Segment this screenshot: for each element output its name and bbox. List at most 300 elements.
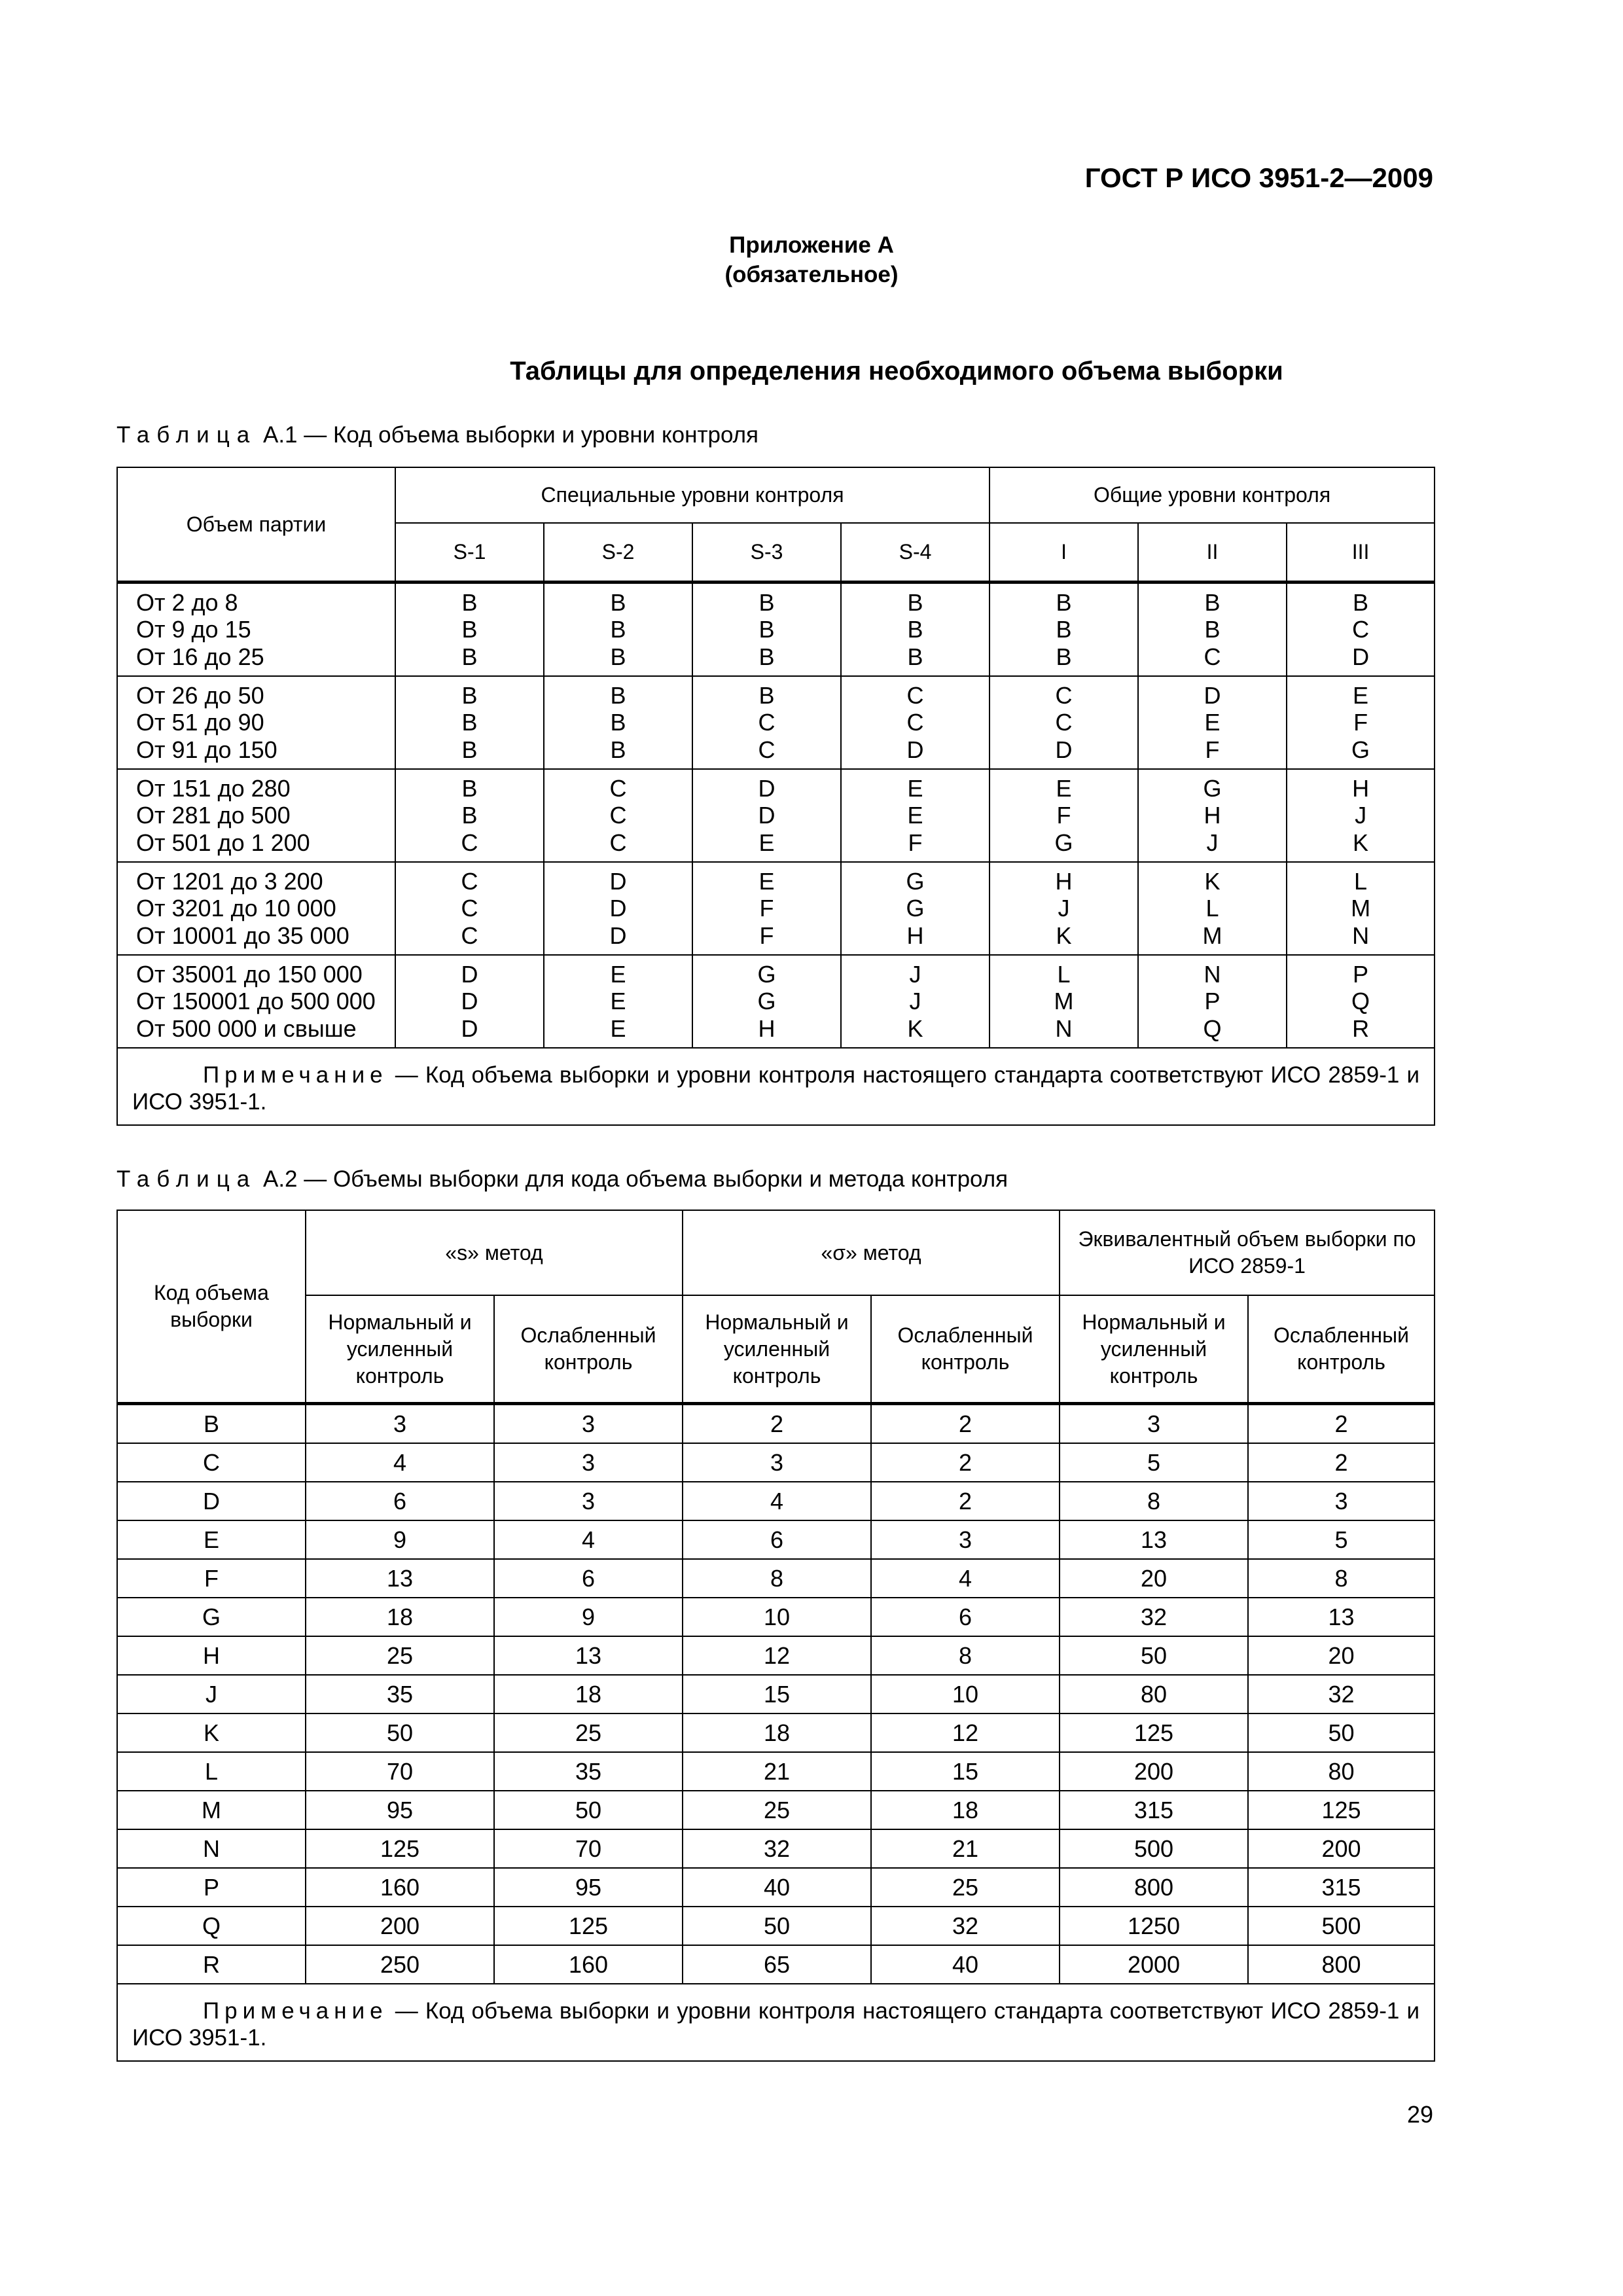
code-cell: M bbox=[117, 1791, 306, 1829]
sample-size-code: C bbox=[1204, 643, 1221, 670]
code-cell bbox=[544, 955, 692, 1048]
code-cell bbox=[692, 862, 841, 955]
sample-size-cell: 315 bbox=[1248, 1868, 1435, 1907]
sample-size-code: B bbox=[461, 802, 478, 829]
sample-size-cell: 18 bbox=[683, 1713, 871, 1752]
table-row bbox=[117, 1636, 1435, 1675]
sample-size-code: R bbox=[1352, 1014, 1370, 1042]
sample-size-code: G bbox=[757, 988, 776, 1015]
sample-size-cell: 50 bbox=[306, 1713, 494, 1752]
sample-size-code: F bbox=[1353, 709, 1368, 736]
sample-size-code: L bbox=[1354, 867, 1368, 895]
sample-size-cell: 6 bbox=[683, 1520, 871, 1559]
sample-size-cell: 32 bbox=[871, 1907, 1060, 1945]
sample-size-code: G bbox=[906, 867, 925, 895]
sample-size-code: N bbox=[1204, 960, 1221, 988]
code-cell bbox=[544, 769, 692, 862]
column-header-level: S-3 bbox=[692, 523, 841, 583]
table-row bbox=[117, 676, 1435, 769]
sample-size-code: F bbox=[759, 895, 774, 922]
subheader-normal: Нормальный и усиленный контроль bbox=[1060, 1295, 1248, 1404]
table-row bbox=[117, 1713, 1435, 1752]
sample-size-cell: 500 bbox=[1060, 1829, 1248, 1868]
section-heading: Таблицы для определения необходимого объема выборки bbox=[510, 357, 1283, 386]
table-sample-size-code bbox=[116, 467, 1435, 1126]
lot-size-range: От 501 до 1 200 bbox=[136, 829, 310, 856]
code-cell bbox=[990, 676, 1138, 769]
sample-size-code: J bbox=[909, 988, 921, 1015]
table-row bbox=[117, 1868, 1435, 1907]
sample-size-cell: 3 bbox=[1060, 1404, 1248, 1444]
sample-size-code: G bbox=[757, 960, 776, 988]
table-row bbox=[117, 1829, 1435, 1868]
sample-size-code: G bbox=[1054, 829, 1073, 856]
column-header-level: S-2 bbox=[544, 523, 692, 583]
lot-size-range: От 281 до 500 bbox=[136, 802, 291, 829]
sample-size-code: B bbox=[758, 681, 775, 709]
group-header-sigma-method: «σ» метод bbox=[683, 1210, 1060, 1295]
sample-size-cell: 125 bbox=[1060, 1713, 1248, 1752]
code-cell: B bbox=[117, 1404, 306, 1444]
table-row bbox=[117, 1520, 1435, 1559]
lot-size-range: От 9 до 15 bbox=[136, 616, 251, 643]
sample-size-cell: 4 bbox=[306, 1443, 494, 1482]
sample-size-code: C bbox=[609, 802, 627, 829]
sample-size-cell: 50 bbox=[683, 1907, 871, 1945]
sample-size-cell: 160 bbox=[306, 1868, 494, 1907]
sample-size-code: D bbox=[609, 867, 627, 895]
lot-size-cell bbox=[117, 955, 395, 1048]
table1-caption-text: А.1 — Код объема выборки и уровни контроля bbox=[262, 422, 759, 448]
sample-size-cell: 125 bbox=[306, 1829, 494, 1868]
sample-size-code: B bbox=[610, 709, 626, 736]
column-header-level: I bbox=[990, 523, 1138, 583]
lot-size-cell bbox=[117, 862, 395, 955]
sample-size-cell: 3 bbox=[306, 1404, 494, 1444]
sample-size-code: E bbox=[758, 829, 775, 856]
code-cell: H bbox=[117, 1636, 306, 1675]
sample-size-code: E bbox=[907, 802, 923, 829]
group-header-special-levels: Специальные уровни контроля bbox=[395, 467, 990, 523]
note-text: — Код объема выборки и уровни контроля настоящего стандарта соответствуют ИСО 2859-1 и ИСО 3951-1. bbox=[132, 1998, 1420, 2051]
sample-size-code: E bbox=[610, 1014, 626, 1042]
code-cell bbox=[692, 955, 841, 1048]
sample-size-cell: 18 bbox=[871, 1791, 1060, 1829]
code-cell bbox=[990, 862, 1138, 955]
sample-size-cell: 15 bbox=[871, 1752, 1060, 1791]
table2-caption bbox=[116, 1166, 1008, 1193]
lot-size-range: От 51 до 90 bbox=[136, 709, 264, 736]
code-cell bbox=[990, 583, 1138, 677]
sample-size-code: H bbox=[1204, 802, 1221, 829]
group-header-general-levels: Общие уровни контроля bbox=[990, 467, 1435, 523]
code-cell bbox=[1138, 676, 1287, 769]
code-cell bbox=[841, 862, 990, 955]
sample-size-cell: 50 bbox=[1248, 1713, 1435, 1752]
sample-size-cell: 200 bbox=[1248, 1829, 1435, 1868]
lot-size-cell bbox=[117, 676, 395, 769]
table-row bbox=[117, 862, 1435, 955]
sample-size-code: M bbox=[1202, 922, 1222, 949]
sample-size-code: Q bbox=[1203, 1014, 1222, 1042]
sample-size-cell: 35 bbox=[494, 1752, 683, 1791]
code-cell bbox=[395, 862, 544, 955]
sample-size-code: F bbox=[1056, 802, 1071, 829]
sample-size-code: K bbox=[1353, 829, 1369, 856]
sample-size-code: D bbox=[461, 960, 478, 988]
sample-size-code: M bbox=[1351, 895, 1371, 922]
code-cell bbox=[395, 769, 544, 862]
sample-size-cell: 15 bbox=[683, 1675, 871, 1713]
sample-size-code: B bbox=[461, 774, 478, 802]
sample-size-code: B bbox=[610, 616, 626, 643]
code-cell: G bbox=[117, 1598, 306, 1636]
lot-size-range: От 91 до 150 bbox=[136, 736, 277, 763]
code-cell: K bbox=[117, 1713, 306, 1752]
sample-size-cell: 800 bbox=[1060, 1868, 1248, 1907]
sample-size-code: B bbox=[461, 643, 478, 670]
sample-size-code: B bbox=[907, 588, 923, 616]
sample-size-code: B bbox=[610, 588, 626, 616]
sample-size-code: D bbox=[1352, 643, 1370, 670]
note-label: Примечание bbox=[203, 1062, 388, 1088]
sample-size-code: C bbox=[609, 774, 627, 802]
sample-size-cell: 3 bbox=[683, 1443, 871, 1482]
code-cell: R bbox=[117, 1945, 306, 1984]
sample-size-cell: 70 bbox=[494, 1829, 683, 1868]
column-header-code: Код объема выборки bbox=[117, 1210, 306, 1404]
sample-size-cell: 1250 bbox=[1060, 1907, 1248, 1945]
code-cell bbox=[544, 676, 692, 769]
table-row bbox=[117, 1907, 1435, 1945]
sample-size-cell: 13 bbox=[1248, 1598, 1435, 1636]
sample-size-code: C bbox=[758, 736, 776, 763]
sample-size-code: K bbox=[1056, 922, 1072, 949]
sample-size-code: E bbox=[907, 774, 923, 802]
sample-size-cell: 315 bbox=[1060, 1791, 1248, 1829]
sample-size-code: C bbox=[906, 709, 924, 736]
code-cell bbox=[1138, 583, 1287, 677]
note-text: — Код объема выборки и уровни контроля настоящего стандарта соответствуют ИСО 2859-1 и ИСО 3951-1. bbox=[132, 1062, 1420, 1115]
note-label: Примечание bbox=[203, 1998, 388, 2024]
sample-size-cell: 32 bbox=[683, 1829, 871, 1868]
sample-size-code: E bbox=[1204, 709, 1221, 736]
sample-size-cell: 125 bbox=[494, 1907, 683, 1945]
code-cell: N bbox=[117, 1829, 306, 1868]
sample-size-cell: 125 bbox=[1248, 1791, 1435, 1829]
sample-size-cell: 6 bbox=[494, 1559, 683, 1598]
subheader-normal: Нормальный и усиленный контроль bbox=[306, 1295, 494, 1404]
sample-size-cell: 80 bbox=[1248, 1752, 1435, 1791]
sample-size-code: E bbox=[610, 988, 626, 1015]
code-cell bbox=[1287, 862, 1435, 955]
sample-size-code: C bbox=[461, 867, 478, 895]
sample-size-cell: 12 bbox=[871, 1713, 1060, 1752]
sample-size-cell: 32 bbox=[1248, 1675, 1435, 1713]
code-cell bbox=[990, 769, 1138, 862]
sample-size-code: C bbox=[906, 681, 924, 709]
sample-size-cell: 3 bbox=[494, 1443, 683, 1482]
column-header-lot-size: Объем партии bbox=[117, 467, 395, 583]
sample-size-cell: 95 bbox=[306, 1791, 494, 1829]
sample-size-cell: 4 bbox=[494, 1520, 683, 1559]
sample-size-code: H bbox=[1352, 774, 1370, 802]
sample-size-cell: 18 bbox=[306, 1598, 494, 1636]
sample-size-code: F bbox=[759, 922, 774, 949]
sample-size-cell: 25 bbox=[306, 1636, 494, 1675]
sample-size-cell: 6 bbox=[871, 1598, 1060, 1636]
sample-size-code: D bbox=[758, 802, 776, 829]
sample-size-cell: 40 bbox=[683, 1868, 871, 1907]
sample-size-code: N bbox=[1055, 1014, 1073, 1042]
sample-size-cell: 50 bbox=[494, 1791, 683, 1829]
sample-size-code: J bbox=[1355, 802, 1367, 829]
lot-size-range: От 151 до 280 bbox=[136, 774, 291, 802]
lot-size-range: От 150001 до 500 000 bbox=[136, 988, 376, 1015]
column-header-level: S-1 bbox=[395, 523, 544, 583]
sample-size-cell: 32 bbox=[1060, 1598, 1248, 1636]
code-cell bbox=[1287, 583, 1435, 677]
sample-size-code: B bbox=[758, 643, 775, 670]
code-cell bbox=[841, 583, 990, 677]
sample-size-code: N bbox=[1352, 922, 1370, 949]
sample-size-cell: 21 bbox=[871, 1829, 1060, 1868]
sample-size-cell: 4 bbox=[683, 1482, 871, 1520]
sample-size-code: K bbox=[907, 1014, 923, 1042]
table-row bbox=[117, 1675, 1435, 1713]
sample-size-code: E bbox=[1353, 681, 1369, 709]
table2-note bbox=[117, 1984, 1435, 2061]
sample-size-code: L bbox=[1205, 895, 1219, 922]
sample-size-code: B bbox=[461, 588, 478, 616]
sample-size-cell: 50 bbox=[1060, 1636, 1248, 1675]
code-cell: C bbox=[117, 1443, 306, 1482]
annex-type: (обязательное) bbox=[724, 262, 899, 287]
sample-size-code: E bbox=[758, 867, 775, 895]
code-cell: P bbox=[117, 1868, 306, 1907]
sample-size-cell: 18 bbox=[494, 1675, 683, 1713]
code-cell bbox=[1138, 769, 1287, 862]
sample-size-code: C bbox=[461, 922, 478, 949]
sample-size-code: J bbox=[1058, 895, 1070, 922]
sample-size-code: C bbox=[461, 829, 478, 856]
lot-size-range: От 35001 до 150 000 bbox=[136, 960, 363, 988]
sample-size-cell: 21 bbox=[683, 1752, 871, 1791]
table-row bbox=[117, 583, 1435, 677]
sample-size-cell: 9 bbox=[494, 1598, 683, 1636]
code-cell: J bbox=[117, 1675, 306, 1713]
code-cell bbox=[692, 583, 841, 677]
code-cell: E bbox=[117, 1520, 306, 1559]
sample-size-code: J bbox=[909, 960, 921, 988]
sample-size-code: H bbox=[906, 922, 924, 949]
subheader-reduced: Ослабленный контроль bbox=[494, 1295, 683, 1404]
sample-size-code: D bbox=[1055, 736, 1073, 763]
sample-size-cell: 250 bbox=[306, 1945, 494, 1984]
sample-size-cell: 3 bbox=[871, 1520, 1060, 1559]
sample-size-cell: 8 bbox=[1248, 1559, 1435, 1598]
sample-size-code: B bbox=[907, 643, 923, 670]
sample-size-code: C bbox=[758, 709, 776, 736]
sample-size-cell: 8 bbox=[683, 1559, 871, 1598]
code-cell bbox=[841, 769, 990, 862]
subheader-reduced: Ослабленный контроль bbox=[1248, 1295, 1435, 1404]
sample-size-code: F bbox=[1205, 736, 1220, 763]
sample-size-code: D bbox=[1204, 681, 1221, 709]
table-row bbox=[117, 955, 1435, 1048]
sample-size-code: B bbox=[610, 736, 626, 763]
table-row bbox=[117, 1598, 1435, 1636]
code-cell bbox=[1287, 955, 1435, 1048]
table2-caption-text: А.2 — Объемы выборки для кода объема выборки и метода контроля bbox=[262, 1166, 1008, 1192]
sample-size-code: K bbox=[1204, 867, 1221, 895]
sample-size-code: B bbox=[1204, 616, 1221, 643]
table-row bbox=[117, 1482, 1435, 1520]
code-cell: L bbox=[117, 1752, 306, 1791]
sample-size-code: B bbox=[1056, 616, 1072, 643]
sample-size-code: B bbox=[758, 588, 775, 616]
sample-size-cell: 2 bbox=[683, 1404, 871, 1444]
table-row bbox=[117, 1443, 1435, 1482]
sample-size-cell: 40 bbox=[871, 1945, 1060, 1984]
sample-size-code: D bbox=[461, 1014, 478, 1042]
group-header-equivalent: Эквивалентный объем выборки по ИСО 2859-1 bbox=[1060, 1210, 1435, 1295]
sample-size-code: B bbox=[461, 709, 478, 736]
code-cell bbox=[692, 676, 841, 769]
sample-size-code: C bbox=[609, 829, 627, 856]
sample-size-code: C bbox=[461, 895, 478, 922]
lot-size-range: От 1201 до 3 200 bbox=[136, 867, 323, 895]
sample-size-cell: 200 bbox=[1060, 1752, 1248, 1791]
sample-size-code: L bbox=[1057, 960, 1071, 988]
sample-size-code: B bbox=[610, 681, 626, 709]
table2-caption-word: Таблица bbox=[116, 1166, 257, 1192]
sample-size-cell: 500 bbox=[1248, 1907, 1435, 1945]
sample-size-cell: 4 bbox=[871, 1559, 1060, 1598]
sample-size-cell: 20 bbox=[1060, 1559, 1248, 1598]
lot-size-range: От 26 до 50 bbox=[136, 681, 264, 709]
table-row bbox=[117, 1752, 1435, 1791]
table-row bbox=[117, 1404, 1435, 1444]
sample-size-cell: 3 bbox=[494, 1404, 683, 1444]
sample-size-cell: 10 bbox=[683, 1598, 871, 1636]
sample-size-cell: 65 bbox=[683, 1945, 871, 1984]
sample-size-cell: 80 bbox=[1060, 1675, 1248, 1713]
sample-size-cell: 5 bbox=[1060, 1443, 1248, 1482]
code-cell bbox=[1287, 676, 1435, 769]
sample-size-cell: 9 bbox=[306, 1520, 494, 1559]
code-cell bbox=[841, 676, 990, 769]
page-number: 29 bbox=[1406, 2101, 1433, 2128]
sample-size-code: B bbox=[461, 681, 478, 709]
sample-size-code: E bbox=[1056, 774, 1072, 802]
sample-size-code: J bbox=[1206, 829, 1219, 856]
sample-size-code: C bbox=[1055, 681, 1073, 709]
table1-caption-word: Таблица bbox=[116, 422, 257, 448]
sample-size-code: M bbox=[1054, 988, 1074, 1015]
table-row bbox=[117, 769, 1435, 862]
sample-size-code: B bbox=[1056, 643, 1072, 670]
code-cell bbox=[1287, 769, 1435, 862]
table-row bbox=[117, 1791, 1435, 1829]
subheader-reduced: Ослабленный контроль bbox=[871, 1295, 1060, 1404]
lot-size-range: От 3201 до 10 000 bbox=[136, 895, 336, 922]
sample-size-code: B bbox=[461, 736, 478, 763]
lot-size-range: От 10001 до 35 000 bbox=[136, 922, 349, 949]
sample-size-cell: 13 bbox=[494, 1636, 683, 1675]
sample-size-cell: 160 bbox=[494, 1945, 683, 1984]
code-cell: Q bbox=[117, 1907, 306, 1945]
code-cell bbox=[1138, 955, 1287, 1048]
code-cell bbox=[544, 583, 692, 677]
sample-size-code: G bbox=[1203, 774, 1222, 802]
lot-size-range: От 500 000 и свыше bbox=[136, 1014, 357, 1042]
code-cell: F bbox=[117, 1559, 306, 1598]
sample-size-cell: 70 bbox=[306, 1752, 494, 1791]
sample-size-cell: 35 bbox=[306, 1675, 494, 1713]
table-row bbox=[117, 1559, 1435, 1598]
sample-size-cell: 25 bbox=[494, 1713, 683, 1752]
standard-number: ГОСТ Р ИСО 3951-2—2009 bbox=[1084, 162, 1433, 193]
table-row bbox=[117, 1945, 1435, 1984]
sample-size-code: E bbox=[610, 960, 626, 988]
sample-size-code: H bbox=[758, 1014, 776, 1042]
code-cell bbox=[841, 955, 990, 1048]
sample-size-code: B bbox=[461, 616, 478, 643]
sample-size-cell: 13 bbox=[306, 1559, 494, 1598]
sample-size-cell: 5 bbox=[1248, 1520, 1435, 1559]
sample-size-cell: 25 bbox=[871, 1868, 1060, 1907]
sample-size-code: D bbox=[609, 895, 627, 922]
column-header-level: II bbox=[1138, 523, 1287, 583]
sample-size-code: P bbox=[1353, 960, 1369, 988]
sample-size-code: H bbox=[1055, 867, 1073, 895]
column-header-level: III bbox=[1287, 523, 1435, 583]
table-sample-sizes bbox=[116, 1210, 1435, 2062]
code-cell bbox=[395, 955, 544, 1048]
sample-size-code: D bbox=[758, 774, 776, 802]
sample-size-code: B bbox=[907, 616, 923, 643]
sample-size-cell: 8 bbox=[871, 1636, 1060, 1675]
sample-size-cell: 800 bbox=[1248, 1945, 1435, 1984]
sample-size-cell: 3 bbox=[494, 1482, 683, 1520]
sample-size-cell: 95 bbox=[494, 1868, 683, 1907]
column-header-level: S-4 bbox=[841, 523, 990, 583]
sample-size-cell: 2 bbox=[871, 1404, 1060, 1444]
sample-size-code: B bbox=[1056, 588, 1072, 616]
code-cell bbox=[1138, 862, 1287, 955]
table1-note bbox=[117, 1048, 1435, 1125]
sample-size-cell: 2 bbox=[1248, 1443, 1435, 1482]
sample-size-cell: 20 bbox=[1248, 1636, 1435, 1675]
lot-size-cell bbox=[117, 769, 395, 862]
lot-size-cell bbox=[117, 583, 395, 677]
annex-title: Приложение А bbox=[729, 232, 894, 258]
sample-size-code: B bbox=[610, 643, 626, 670]
code-cell bbox=[395, 676, 544, 769]
code-cell bbox=[395, 583, 544, 677]
sample-size-cell: 200 bbox=[306, 1907, 494, 1945]
sample-size-cell: 2000 bbox=[1060, 1945, 1248, 1984]
code-cell bbox=[990, 955, 1138, 1048]
sample-size-cell: 2 bbox=[1248, 1404, 1435, 1444]
sample-size-code: D bbox=[461, 988, 478, 1015]
lot-size-range: От 16 до 25 bbox=[136, 643, 264, 670]
sample-size-cell: 3 bbox=[1248, 1482, 1435, 1520]
sample-size-code: B bbox=[758, 616, 775, 643]
sample-size-code: F bbox=[908, 829, 923, 856]
sample-size-cell: 25 bbox=[683, 1791, 871, 1829]
